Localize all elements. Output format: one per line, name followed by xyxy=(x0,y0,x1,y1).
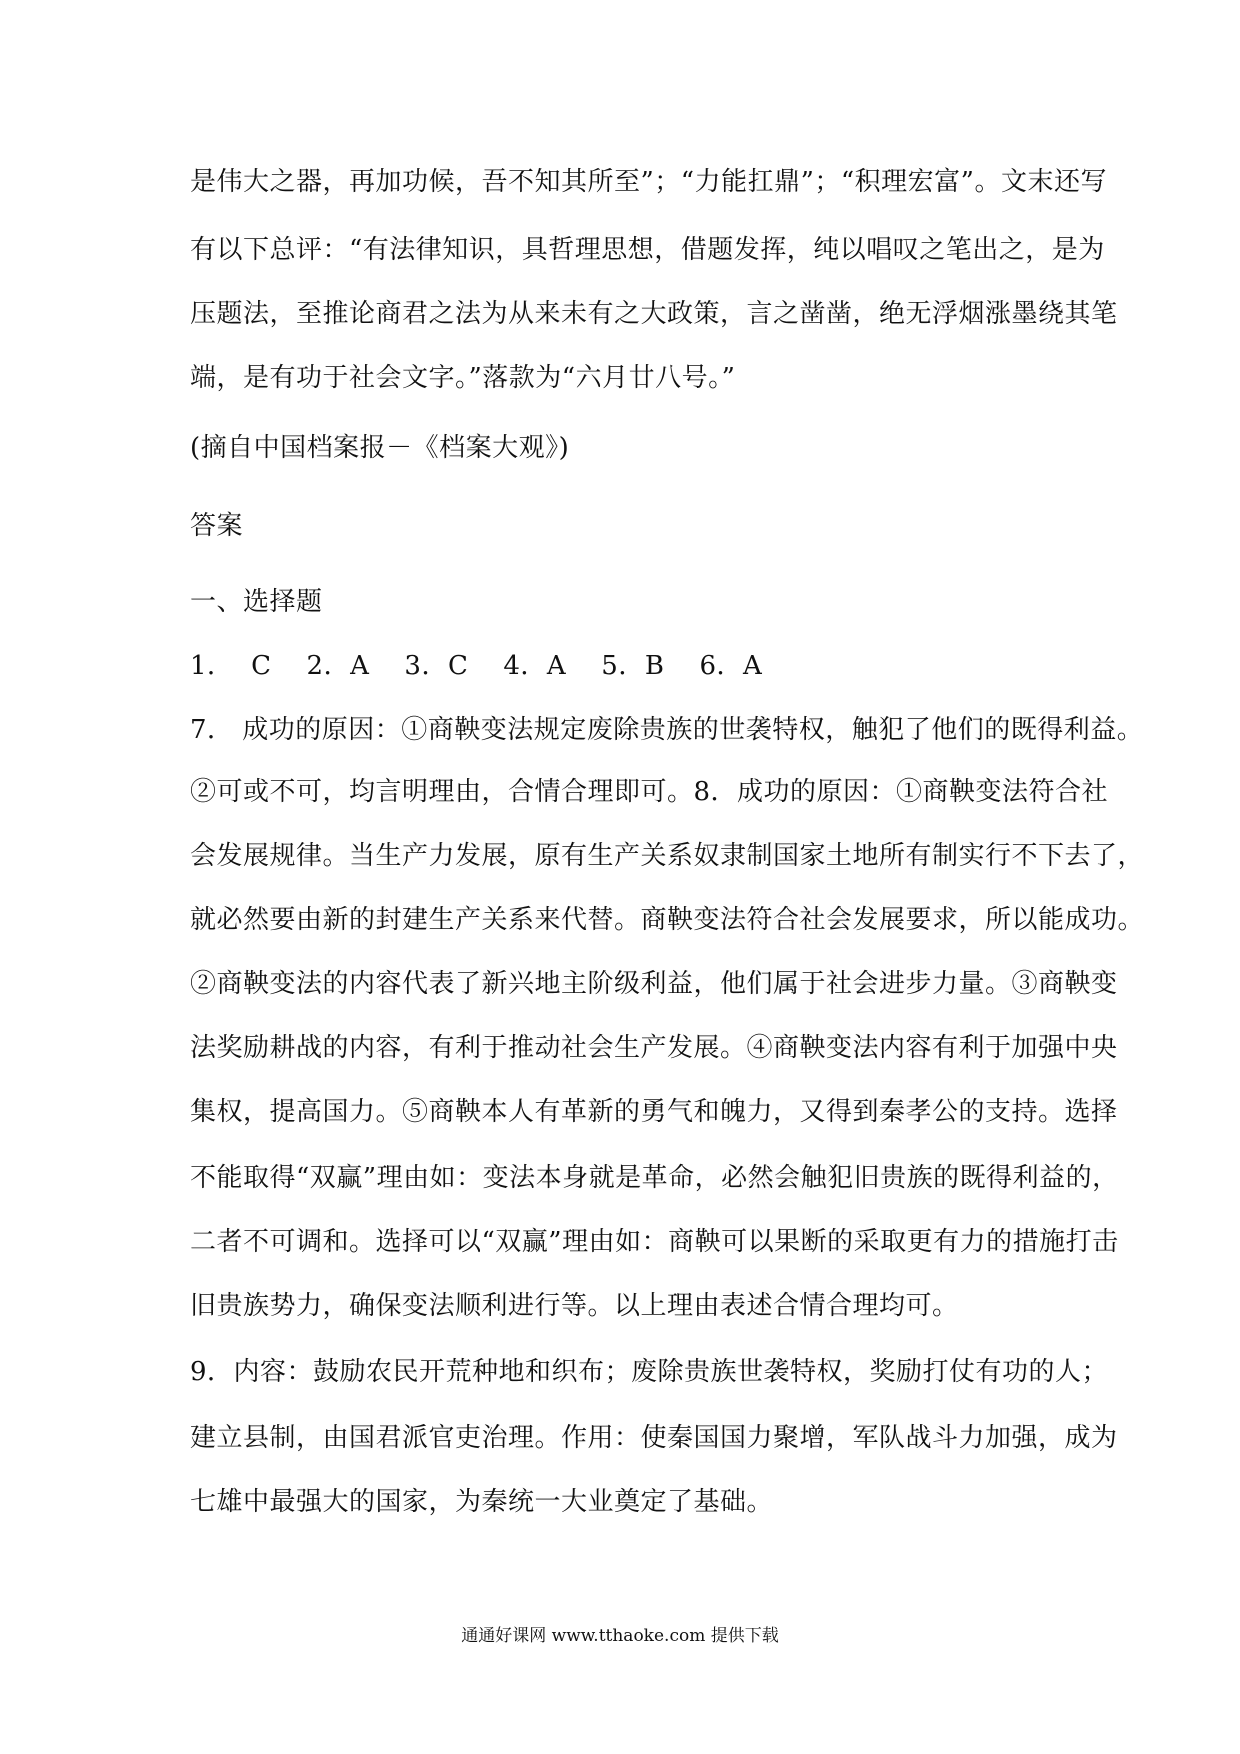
answer-line: 就必然要由新的封建生产关系来代替。商鞅变法符合社会发展要求，所以能成功。 xyxy=(190,905,1145,935)
multiple-choice-answers: 1． C 2．A 3．C 4．A 5．B 6．A xyxy=(190,651,763,681)
answer-line: 法奖励耕战的内容，有利于推动社会生产发展。④商鞅变法内容有利于加强中央 xyxy=(190,1033,1118,1063)
answer-line: 集权，提高国力。⑤商鞅本人有革新的勇气和魄力，又得到秦孝公的支持。选择 xyxy=(190,1097,1118,1127)
answer-line: 建立县制，由国君派官吏治理。作用：使秦国国力聚增，军队战斗力加强，成为 xyxy=(190,1423,1118,1453)
answer-line: 不能取得“双赢”理由如：变法本身就是革命，必然会触犯旧贵族的既得利益的， xyxy=(190,1163,1119,1193)
answer-line: 七雄中最强大的国家，为秦统一大业奠定了基础。 xyxy=(190,1487,774,1517)
section-heading: 一、选择题 xyxy=(190,587,323,617)
answer-line: 9．内容：鼓励农民开荒种地和织布；废除贵族世袭特权，奖励打仗有功的人； xyxy=(190,1357,1109,1387)
answer-line: 会发展规律。当生产力发展，原有生产关系奴隶制国家土地所有制实行不下去了， xyxy=(190,841,1145,871)
answer-line: 7． 成功的原因：①商鞅变法规定废除贵族的世袭特权，触犯了他们的既得利益。 xyxy=(190,715,1144,745)
answer-line: ②可或不可，均言明理由，合情合理即可。8．成功的原因：①商鞅变法符合社 xyxy=(190,777,1109,807)
paragraph-line: 有以下总评：“有法律知识，具哲理思想，借题发挥，纯以唱叹之笔出之，是为 xyxy=(190,235,1105,265)
answer-line: 旧贵族势力，确保变法顺利进行等。以上理由表述合情合理均可。 xyxy=(190,1291,959,1321)
answer-line: ②商鞅变法的内容代表了新兴地主阶级利益，他们属于社会进步力量。③商鞅变 xyxy=(190,969,1118,999)
answer-line: 二者不可调和。选择可以“双赢”理由如：商鞅可以果断的采取更有力的措施打击 xyxy=(190,1227,1119,1257)
paragraph-line: 端，是有功于社会文字。”落款为“六月廿八号。” xyxy=(190,363,736,393)
paragraph-line: 压题法，至推论商君之法为从来未有之大政策，言之凿凿，绝无浮烟涨墨绕其笔 xyxy=(190,299,1118,329)
page-footer: 通通好课网 www.tthaoke.com 提供下载 xyxy=(461,1626,779,1646)
paragraph-line: 是伟大之器，再加功候，吾不知其所至”；“力能扛鼎”；“积理宏富”。文末还写 xyxy=(190,167,1107,197)
source-citation: (摘自中国档案报－《档案大观》) xyxy=(190,433,570,463)
answer-heading: 答案 xyxy=(190,511,244,541)
